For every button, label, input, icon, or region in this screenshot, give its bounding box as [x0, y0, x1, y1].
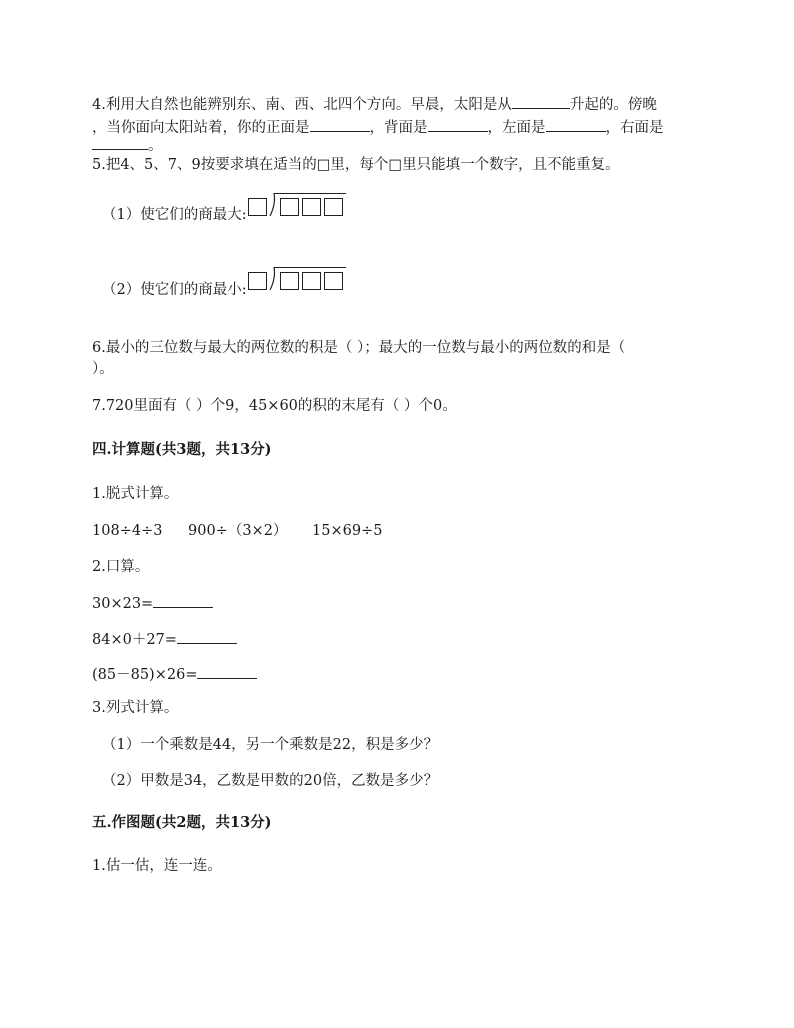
q7-question: 7.720里面有（ ）个9，45×60的积的末尾有（ ）个0。: [92, 398, 457, 414]
oral-1-expr: 30×23=: [92, 596, 154, 612]
q4-blank-front[interactable]: [310, 117, 370, 132]
oral-3-expr: (85－85)×26=: [92, 667, 198, 683]
q5-question: 5.把4、5、7、9按要求填在适当的□里，每个□里只能填一个数字，且不能重复。: [92, 157, 620, 173]
q5-division-max: [248, 192, 348, 218]
q5-max-dividend-box-2[interactable]: [302, 198, 321, 216]
oral-1: [92, 593, 213, 613]
expr-3: 15×69÷5: [312, 523, 383, 539]
section4-item2: 2.口算。: [92, 559, 150, 575]
q5-max-dividend-box-3[interactable]: [324, 198, 343, 216]
oral-3: [92, 664, 257, 684]
section5-title: 五.作图题(共2题，共13分): [92, 814, 272, 831]
long-division-bracket-icon: [268, 192, 278, 218]
q4-line2: [92, 117, 664, 137]
q4-blank-back[interactable]: [428, 117, 488, 132]
q4-blank-sunrise[interactable]: [512, 94, 570, 109]
q5-min-dividend-box-1[interactable]: [280, 272, 299, 290]
section4-sub2: （2）甲数是34，乙数是甲数的20倍，乙数是多少？: [102, 773, 439, 789]
oral-2-answer-blank[interactable]: [177, 629, 237, 644]
expr-2: 900÷（3×2）: [188, 523, 288, 539]
section4-sub1: （1）一个乘数是44，另一个乘数是22，积是多少？: [102, 737, 439, 753]
q5-sub1-label: （1）使它们的商最大:: [102, 207, 247, 223]
section5-item1: 1.估一估，连一连。: [92, 858, 222, 874]
oral-2: [92, 629, 237, 649]
section4-item1: 1.脱式计算。: [92, 486, 179, 502]
oral-3-answer-blank[interactable]: [197, 664, 257, 679]
q5-max-dividend-box-1[interactable]: [280, 198, 299, 216]
q5-max-divisor-box[interactable]: [248, 198, 267, 216]
q4-line1: [92, 94, 657, 114]
q5-division-min: [248, 266, 348, 292]
q5-sub2-label: （2）使它们的商最小:: [102, 282, 247, 298]
q5-min-division-bar: [274, 267, 346, 268]
long-division-bracket-icon: [268, 266, 278, 292]
section4-title: 四.计算题(共3题，共13分): [92, 441, 272, 458]
q6-line2: ）。: [92, 361, 114, 377]
q4-text-c: ，当你面向太阳站着，你的正面是: [92, 120, 310, 136]
q5-max-division-bar: [274, 193, 346, 194]
q4-text-d: ，背面是: [369, 120, 428, 136]
q4-text-end: 。: [148, 138, 163, 154]
q4-text-f: ，右面是: [605, 120, 664, 136]
q6-line1: 6.最小的三位数与最大的两位数的积是（ ）；最大的一位数与最小的两位数的和是（: [92, 340, 626, 356]
section4-item3: 3.列式计算。: [92, 700, 179, 716]
oral-2-expr: 84×0＋27=: [92, 632, 177, 648]
q5-min-dividend-box-2[interactable]: [302, 272, 321, 290]
q4-text-b: 升起的。傍晚: [569, 97, 657, 113]
q4-text-a: 4.利用大自然也能辨别东、南、西、北四个方向。早晨，太阳是从: [92, 97, 512, 113]
q4-line3: [92, 135, 163, 155]
q4-blank-left[interactable]: [546, 117, 606, 132]
q4-blank-right[interactable]: [92, 135, 148, 150]
q5-min-dividend-box-3[interactable]: [324, 272, 343, 290]
q5-min-divisor-box[interactable]: [248, 272, 267, 290]
oral-1-answer-blank[interactable]: [153, 593, 213, 608]
q4-text-e: ，左面是: [487, 120, 546, 136]
expr-1: 108÷4÷3: [92, 523, 163, 539]
